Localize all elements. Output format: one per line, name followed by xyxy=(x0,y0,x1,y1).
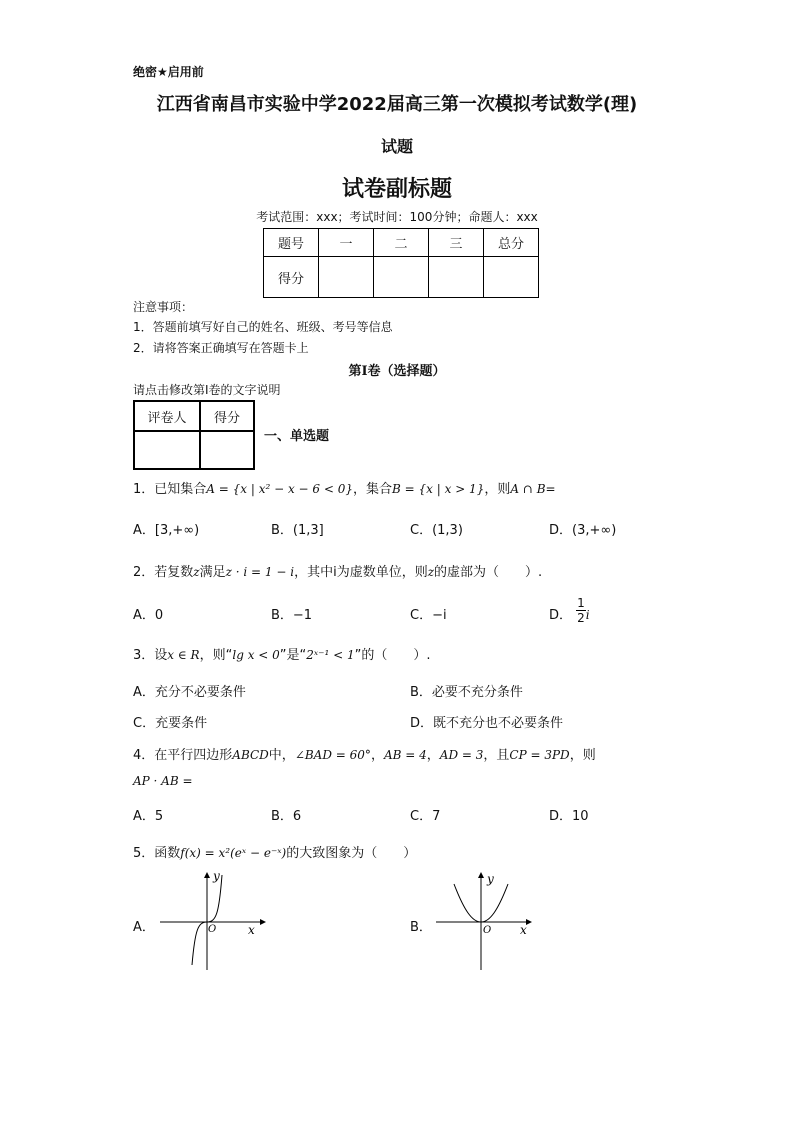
y-label: y xyxy=(213,869,220,883)
notes-heading: 注意事项： xyxy=(133,300,194,314)
q5-graph-a[interactable] xyxy=(160,870,270,975)
q2-math: z xyxy=(427,565,435,579)
q2-option-c[interactable]: C．−i xyxy=(410,608,447,623)
q2-math: z xyxy=(193,565,200,579)
q5-math: f(x) = x²(eˣ − e⁻ˣ) xyxy=(180,846,287,860)
q5-text: 的大致图象为（ ） xyxy=(286,846,417,861)
q1-text: ，集合 xyxy=(353,482,393,497)
exam-title-line2: 试题 xyxy=(380,137,413,156)
q4-math: AD = 3 xyxy=(439,748,484,762)
q4-stem-line2: AP · AB = xyxy=(133,774,193,788)
grader-cell[interactable] xyxy=(134,431,200,469)
exam-subtitle: 试卷副标题 xyxy=(341,177,452,202)
secret-label: 绝密★启用前 xyxy=(133,65,204,79)
q2-text: 2．若复数 xyxy=(133,565,194,580)
graph-a-svg xyxy=(160,870,270,975)
q2-text: 满足 xyxy=(199,565,226,580)
q1-option-a[interactable]: A．[3,+∞) xyxy=(133,523,200,538)
graph-b-svg xyxy=(436,870,546,975)
q5-option-b[interactable]: B． xyxy=(410,920,432,935)
grader-cell[interactable] xyxy=(200,431,254,469)
origin-label: O xyxy=(483,925,492,936)
q1-math: A = {x | x² − x − 6 < 0} xyxy=(206,482,354,496)
score-header-cell: 一 xyxy=(319,229,374,257)
grader-header-cell: 得分 xyxy=(200,401,254,431)
x-axis-arrow xyxy=(260,919,266,925)
exam-title: 江西省南昌市实验中学2022届高三第一次模拟考试数学(理) xyxy=(156,94,638,115)
q4-text: 4．在平行四边形 xyxy=(133,748,233,763)
score-cell[interactable] xyxy=(484,257,539,298)
q1-option-b[interactable]: B．(1,3] xyxy=(271,523,324,538)
q3-text: 3．设 xyxy=(133,648,168,663)
y-axis-arrow xyxy=(478,872,484,878)
q2-option-d-label: D． xyxy=(549,608,573,623)
section-title: 第I卷（选择题） xyxy=(348,364,446,379)
q1-math: B = {x | x > 1} xyxy=(392,482,485,496)
notes-item: 1．答题前填写好自己的姓名、班级、考号等信息 xyxy=(133,320,393,334)
q3-option-c[interactable]: C．充要条件 xyxy=(133,716,208,731)
q1-math: A ∩ B xyxy=(510,482,546,496)
q2-text: ，其中i为虚数单位，则 xyxy=(294,565,428,580)
y-axis-arrow xyxy=(204,872,210,878)
y-label: y xyxy=(487,872,494,886)
q1-option-d[interactable]: D．(3,+∞) xyxy=(549,523,617,538)
fraction-numerator: 1 xyxy=(577,596,585,610)
score-cell[interactable] xyxy=(319,257,374,298)
x-label: x xyxy=(248,923,255,937)
q4-text: ，且 xyxy=(483,748,510,763)
q4-math: CP = 3PD xyxy=(509,748,570,762)
q3-math: lg x < 0 xyxy=(232,648,280,662)
question-5 xyxy=(133,842,416,861)
q4-math: AB = 4 xyxy=(383,748,427,762)
q1-option-c[interactable]: C．(1,3) xyxy=(410,523,463,538)
q3-math: 2ˣ⁻¹ < 1 xyxy=(306,648,355,662)
exam-info: 考试范围：xxx；考试时间：100分钟；命题人：xxx xyxy=(256,210,538,224)
q2-option-a[interactable]: A．0 xyxy=(133,608,164,623)
q2-text: 的虚部为（ ）. xyxy=(434,565,543,580)
q2-option-d[interactable] xyxy=(549,596,590,625)
q4-text: 中， xyxy=(268,748,295,763)
q4-text: ，则 xyxy=(569,748,596,763)
q4-text: ， xyxy=(426,748,440,763)
section-desc: 请点击修改第I卷的文字说明 xyxy=(133,383,281,397)
q1-text: 1．已知集合 xyxy=(133,482,207,497)
fraction-unit: i xyxy=(585,608,590,622)
q3-math: x ∈ R xyxy=(167,648,200,662)
q2-math: z · i = 1 − i xyxy=(225,565,295,579)
q4-text: ， xyxy=(370,748,384,763)
q4-option-c[interactable]: C．7 xyxy=(410,809,441,824)
q3-text: ，则“ xyxy=(199,648,233,663)
q5-graph-b[interactable] xyxy=(436,870,546,975)
score-cell[interactable] xyxy=(429,257,484,298)
score-header-cell: 总分 xyxy=(484,229,539,257)
fraction-denominator: 2 xyxy=(577,611,585,625)
q2-option-b[interactable]: B．−1 xyxy=(271,608,313,623)
q3-option-b[interactable]: B．必要不充分条件 xyxy=(410,685,523,700)
q4-math: ∠BAD = 60° xyxy=(294,748,371,762)
score-header-cell: 三 xyxy=(429,229,484,257)
q4-option-b[interactable]: B．6 xyxy=(271,809,302,824)
q3-text: ”的（ ）. xyxy=(354,648,431,663)
question-1 xyxy=(133,478,556,497)
q1-text: ，则 xyxy=(484,482,511,497)
question-3 xyxy=(133,644,431,663)
score-cell[interactable] xyxy=(374,257,429,298)
origin-label: O xyxy=(208,924,217,935)
q1-math: = xyxy=(545,482,556,496)
x-label: x xyxy=(520,923,527,937)
q3-option-d[interactable]: D．既不充分也不必要条件 xyxy=(410,716,564,731)
question-4 xyxy=(133,744,596,763)
score-header-cell: 题号 xyxy=(264,229,319,257)
q4-option-d[interactable]: D．10 xyxy=(549,809,589,824)
score-header-cell: 二 xyxy=(374,229,429,257)
x-axis-arrow xyxy=(526,919,532,925)
q5-text: 5．函数 xyxy=(133,846,181,861)
score-row-label: 得分 xyxy=(264,257,319,298)
score-table xyxy=(263,228,539,298)
question-2 xyxy=(133,561,542,580)
q3-option-a[interactable]: A．充分不必要条件 xyxy=(133,685,246,700)
notes-item: 2．请将答案正确填写在答题卡上 xyxy=(133,341,309,355)
q4-option-a[interactable]: A．5 xyxy=(133,809,164,824)
q4-math: ABCD xyxy=(232,748,269,762)
grader-header-cell: 评卷人 xyxy=(134,401,200,431)
q3-text: ”是“ xyxy=(279,648,307,663)
grader-table xyxy=(133,400,255,470)
part-title: 一、单选题 xyxy=(264,429,330,444)
q5-option-a[interactable]: A． xyxy=(133,920,155,935)
q2-option-d-fraction xyxy=(576,596,586,625)
